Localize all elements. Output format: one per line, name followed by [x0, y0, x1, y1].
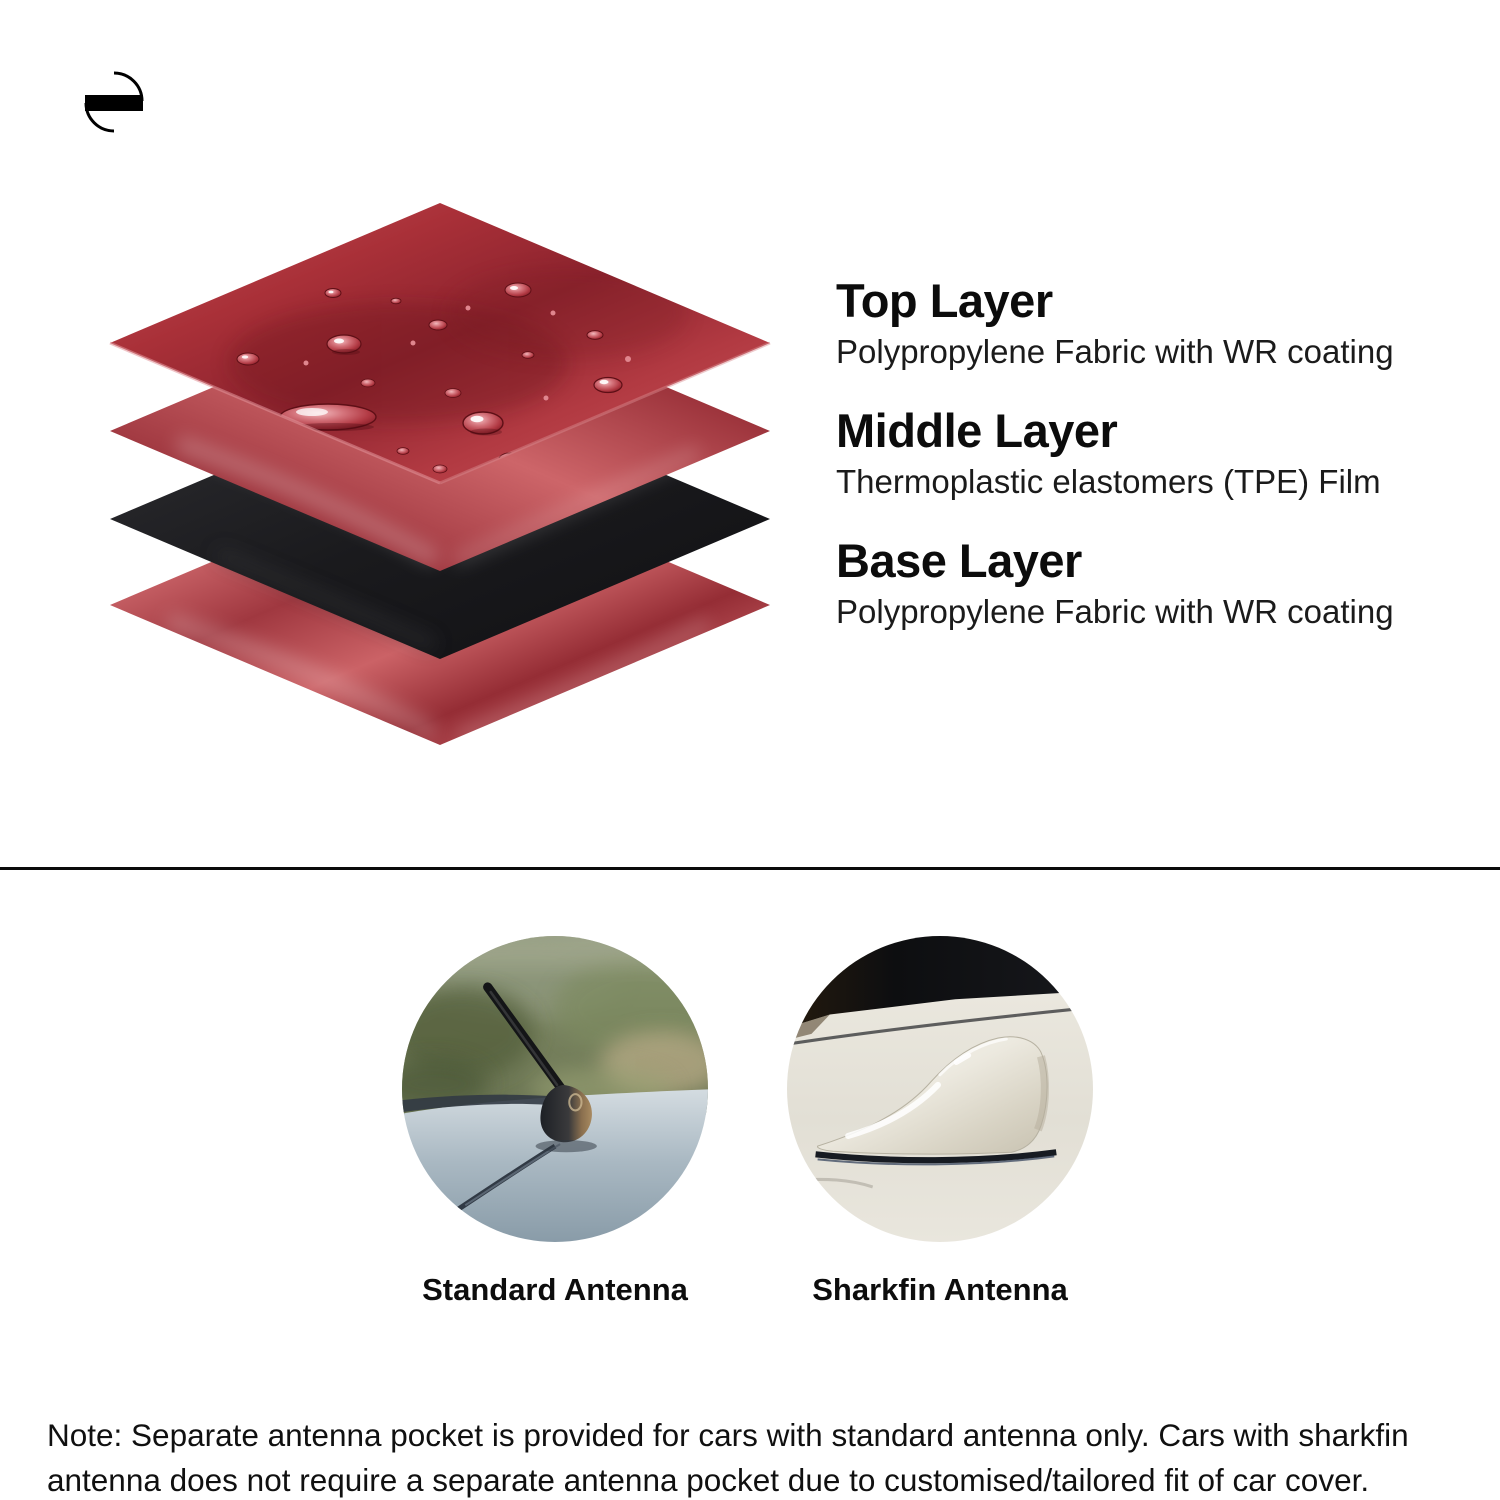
standard-antenna-photo — [402, 936, 708, 1242]
fabric-layers-illustration — [98, 193, 782, 753]
layer-description: Thermoplastic elastomers (TPE) Film — [836, 463, 1381, 501]
section-divider — [0, 867, 1500, 870]
layer-title: Top Layer — [836, 274, 1053, 327]
sharkfin-antenna-figure — [787, 936, 1093, 1308]
standard-antenna-label: Standard Antenna — [422, 1272, 688, 1307]
antenna-note: Note: Separate antenna pocket is provided for cars with standard antenna only. Cars with sharkfin antenna does not require a separate antenna pocket due to customised/tailored fit of car cover. — [47, 1416, 1409, 1498]
layer-description: Polypropylene Fabric with WR coating — [836, 593, 1394, 631]
layer-info-top — [836, 276, 1456, 372]
standard-antenna-figure — [402, 936, 708, 1308]
layer-description: Polypropylene Fabric with WR coating — [836, 333, 1394, 371]
layer-title: Middle Layer — [836, 404, 1118, 457]
layer-info-middle — [836, 406, 1456, 502]
layer-info-base — [836, 536, 1456, 632]
layer-title: Base Layer — [836, 534, 1082, 587]
sharkfin-antenna-label: Sharkfin Antenna — [812, 1272, 1068, 1307]
brand-logo-icon — [84, 70, 146, 134]
sharkfin-antenna-photo — [787, 936, 1093, 1242]
